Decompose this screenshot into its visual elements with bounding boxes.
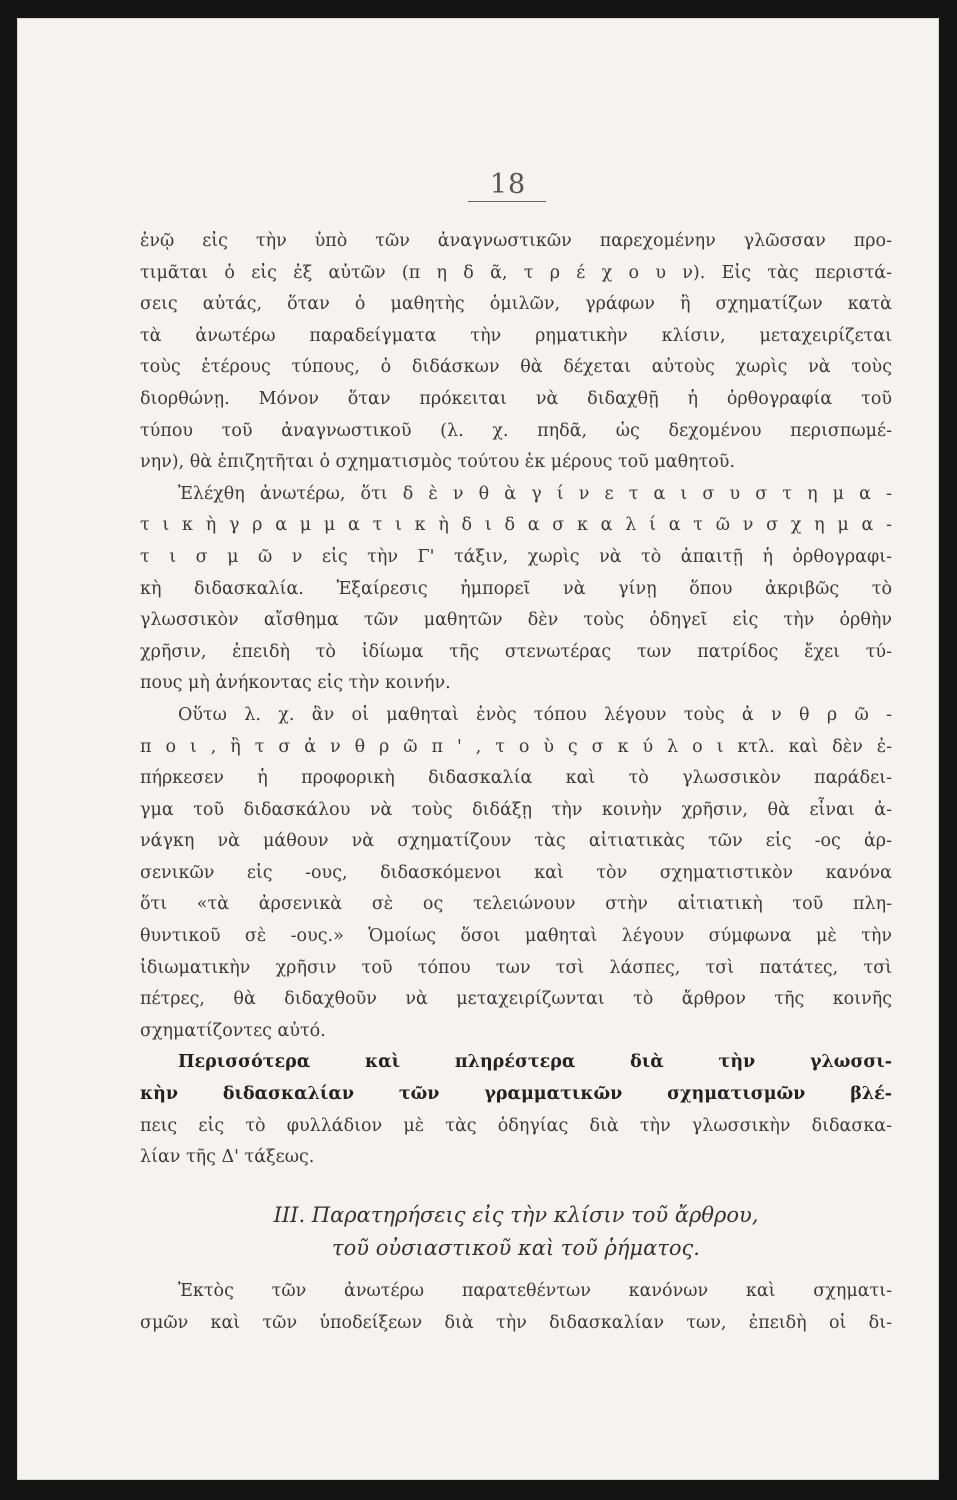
text-line: τιμᾶται ὁ εἰς ἐξ αὐτῶν (π η δ ᾶ, τ ρ έ χ ο υ ν). Εἰς τὰς περιστά-	[140, 262, 892, 283]
text-line: πεις εἰς τὸ φυλλάδιον μὲ τὰς ὁδηγίας διὰ τὴν γλωσσικὴν διδασκα-	[140, 1115, 892, 1136]
text-line: γλωσσικὸν αἴσθημα τῶν μαθητῶν δὲν τοὺς ὁδηγεῖ εἰς τὴν ὀρθὴν	[140, 610, 892, 631]
text-line: πήρκεσεν ἡ προφορικὴ διδασκαλία καὶ τὸ γλωσσικὸν παράδει-	[140, 768, 892, 789]
text-line: κὴ διδασκαλία. Ἐξαίρεσις ἠμπορεῖ νὰ γίνῃ ὅπου ἀκριβῶς τὸ	[140, 578, 892, 599]
text-line: γμα τοῦ διδασκάλου νὰ τοὺς διδάξῃ τὴν κοινὴν χρῆσιν, θὰ εἶναι ἀ-	[140, 799, 892, 820]
text-line: τ ι σ μ ῶ ν εἰς τὴν Γ' τάξιν, χωρὶς νὰ τὸ ἀπαιτῇ ἡ ὀρθογραφι-	[140, 546, 892, 567]
text-line: χρῆσιν, ἐπειδὴ τὸ ἰδίωμα τῆς στενωτέρας των πατρίδος ἔχει τύ-	[140, 641, 892, 662]
text-line: θυντικοῦ σὲ -ους.» Ὁμοίως ὅσοι μαθηταὶ λέγουν σύμφωνα μὲ τὴν	[140, 926, 892, 947]
page-number: 18	[489, 169, 527, 200]
text-line: π ο ι , ἢ τ σ ἀ ν θ ρ ῶ π ' , τ ο ὺ ς σ κ ύ λ ο ι κτλ. καὶ δὲν ἐ-	[140, 736, 892, 757]
bold-text-line: κὴν διδασκαλίαν τῶν γραμματικῶν σχηματισμῶν βλέ-	[140, 1084, 892, 1105]
body-text-continued	[140, 1276, 892, 1339]
text-line: σενικῶν εἰς -ους, διδασκόμενοι καὶ τὸν σχηματιστικὸν κανόνα	[140, 862, 892, 883]
section-heading	[140, 1199, 892, 1265]
text-line: τύπου τοῦ ἀναγνωστικοῦ (λ. χ. πηδᾶ, ὡς δεχομένου περισπωμέ-	[140, 420, 892, 441]
text-line: Οὕτω λ. χ. ἂν οἱ μαθηταὶ ἑνὸς τόπου λέγουν τοὺς ἀ ν θ ρ ῶ -	[178, 704, 892, 725]
section-heading-line: III. Παρατηρήσεις εἰς τὴν κλίσιν τοῦ ἄρθρου,	[273, 1203, 759, 1227]
text-line: λίαν τῆς Δ' τάξεως.	[140, 1147, 315, 1168]
text-line: σμῶν καὶ τῶν ὑποδείξεων διὰ τὴν διδασκαλίαν των, ἐπειδὴ οἱ δι-	[140, 1312, 892, 1333]
text-line: ἰδιωματικὴν χρῆσιν τοῦ τόπου των τσὶ λάσπες, τσὶ πατάτες, τσὶ	[140, 957, 892, 978]
text-line: τ ι κ ὴ γ ρ α μ μ α τ ι κ ὴ δ ι δ α σ κ α λ ί α τ ῶ ν σ χ η μ α -	[140, 515, 892, 536]
text-line: τοὺς ἑτέρους τύπους, ὁ διδάσκων θὰ δέχεται αὐτοὺς χωρὶς νὰ τοὺς	[140, 357, 892, 378]
text-line: ὅτι «τὰ ἀρσενικὰ σὲ ος τελειώνουν στὴν αἰτιατικὴ τοῦ πλη-	[140, 894, 892, 915]
page-number-rule	[468, 201, 546, 202]
text-line: Ἐλέχθη ἀνωτέρω, ὅτι δ ὲ ν θ ὰ γ ί ν ε τ α ι σ υ σ τ η μ α -	[178, 483, 892, 504]
book-page	[17, 18, 939, 1480]
section-heading-line: τοῦ οὐσιαστικοῦ καὶ τοῦ ῥήματος.	[332, 1236, 700, 1260]
text-line: σεις αὐτάς, ὅταν ὁ μαθητὴς ὁμιλῶν, γράφων ἢ σχηματίζων κατὰ	[140, 294, 892, 315]
bold-text-line: Περισσότερα καὶ πληρέστερα διὰ τὴν γλωσσι-	[178, 1052, 892, 1073]
text-line: νην), θὰ ἐπιζητῆται ὁ σχηματισμὸς τούτου ἐκ μέρους τοῦ μαθητοῦ.	[140, 452, 736, 473]
text-line: ἐνῷ εἰς τὴν ὑπὸ τῶν ἀναγνωστικῶν παρεχομένην γλῶσσαν προ-	[140, 231, 892, 251]
text-line: σχηματίζοντες αὐτό.	[140, 1020, 326, 1041]
text-line: τὰ ἀνωτέρω παραδείγματα τὴν ρηματικὴν κλίσιν, μεταχειρίζεται	[140, 325, 892, 346]
text-line: διορθώνῃ. Μόνον ὅταν πρόκειται νὰ διδαχθῇ ἡ ὀρθογραφία τοῦ	[140, 388, 892, 409]
text-line: πέτρες, θὰ διδαχθοῦν νὰ μεταχειρίζωνται τὸ ἄρθρον τῆς κοινῆς	[140, 989, 892, 1010]
text-line: Ἐκτὸς τῶν ἀνωτέρω παρατεθέντων κανόνων καὶ σχηματι-	[178, 1281, 892, 1301]
body-text	[140, 226, 892, 1174]
text-line: πους μὴ ἀνήκοντας εἰς τὴν κοινήν.	[140, 673, 451, 694]
text-line: νάγκη νὰ μάθουν νὰ σχηματίζουν τὰς αἰτιατικὰς τῶν εἰς -ος ἀρ-	[140, 831, 892, 852]
